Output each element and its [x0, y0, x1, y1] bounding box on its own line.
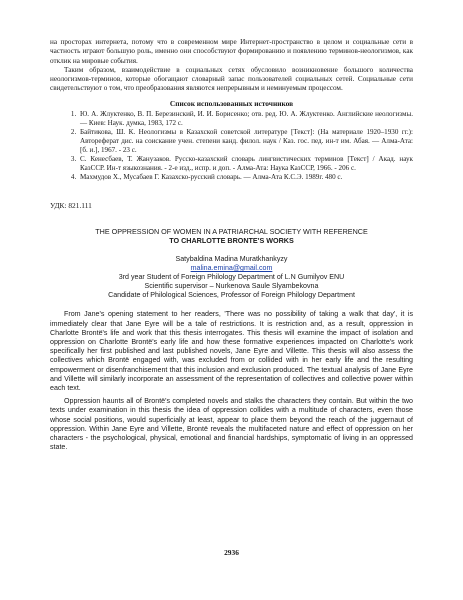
- intro-paragraph-1: на просторах интернета, потому что в современном мире Интернет-пространство в целом и социальные сети в частность играют большую роль, именно они способствуют формированию и появлению терминов-неологизмов, как отклик на мировые события.: [50, 38, 413, 65]
- author-affiliation: 3rd year Student of Foreign Philology Department of L.N Gumilyov ENU: [118, 273, 345, 282]
- scientific-supervisor: Scientific supervisor – Nurkenova Saule Slyambekovna: [144, 282, 319, 291]
- reference-item: 4. Махмудов Х., Мусабаев Г. Казахско-русский словарь. — Алма-Ата К.С.Э. 1989г. 480 с.: [78, 173, 413, 182]
- author-email-link[interactable]: malina.emina@gmail.com: [190, 264, 273, 273]
- article-title-line-1: THE OPPRESSION OF WOMEN IN A PATRIARCHAL SOCIETY WITH REFERENCE: [95, 226, 368, 236]
- article-title-line-2: TO CHARLOTTE BRONTE'S WORKS: [169, 235, 294, 245]
- references-title: Список использованных источников: [169, 98, 294, 108]
- supervisor-title: Candidate of Philological Sciences, Professor of Foreign Philology Department: [108, 291, 355, 300]
- body-paragraph-1: From Jane's opening statement to her readers, 'There was no possibility of taking a walk that day', it is immediately clear that Jane Eyre will be a tale of restrictions. It is restriction and, as a result, oppression in Charlotte Brontë's life and work that this thesis interrogates. This thesis will examine the impact of isolation and oppression on Charlotte Brontë's early life and how these formative experiences impacted on Charlotte's work specifically her first published and last published novels, Jane Eyre and Villette. This thesis will also assess the collectives which Brontë engaged with, was excluded from or collided with in her early life and the resulting empowerment or disenfranchisement that this inclusion and exclusion produced. The textual analysis of Jane Eyre and Villette will similarly incorporate an assessment of the representation of collectives and collective power within each text.: [50, 310, 413, 393]
- udc-code: УДК: 821.111: [50, 200, 92, 210]
- author-block: [50, 255, 413, 300]
- body-paragraph-2: Oppression haunts all of Brontë's completed novels and stalks the characters they contain. But within the two texts under examination in this thesis the idea of oppression collides with a multitude of characters, even those whose social positions, would superficially at least, appear to place them beyond the reach of the juggernaut of oppression. Within Jane Eyre and Villette, Brontë reveals the multifaceted nature and effect of oppression on her characters - the psychological, physical, emotional and financial hardships, symptomatic of living in an oppressed state.: [50, 397, 413, 452]
- references-list: [50, 110, 413, 183]
- reference-item: 3. С. Кенесбаев, Т. Жанузаков. Русско-казахский словарь лингвистических терминов [Текст] / Акад. наук КазССР. Ин-т языкознания. - 2-е изд., испр. и доп. - Алма-Ата: Наука КазССР, 1966. - 206 с.: [78, 155, 413, 173]
- reference-item: 1. Ю. А. Жлуктенко, В. П. Березинский, И. И. Борисенко; отв. ред. Ю. А. Жлуктенко. Английские неологизмы. — Киев: Наук. думка, 1983, 172 с.: [78, 110, 413, 128]
- author-name: Satybaldina Madina Muratkhankyzy: [175, 254, 288, 263]
- reference-item: 2. Байтикова, Ш. К. Неологизмы в Казахской советской литературе [Текст]: (На материале 1920–1930 гг.): Автореферат дис. на соискание учен. степени канд. филол. наук / Каз. гос. пед. ин-т им. Абая. — Алма-Ата: [б. и.], 1967. - 23 с.: [78, 128, 413, 155]
- page-number: 2936: [224, 548, 239, 557]
- article-title: [50, 227, 413, 245]
- intro-paragraph-2: Таким образом, взаимодействие в социальных сетях обусловило возникновение большого количества неологизмов-терминов, которые обогащают словарный запас пользователей социальных сетей. Социальные сети свидетельствуют о том, что преобразования являются непрерывным и неминуемым процессом.: [50, 65, 413, 93]
